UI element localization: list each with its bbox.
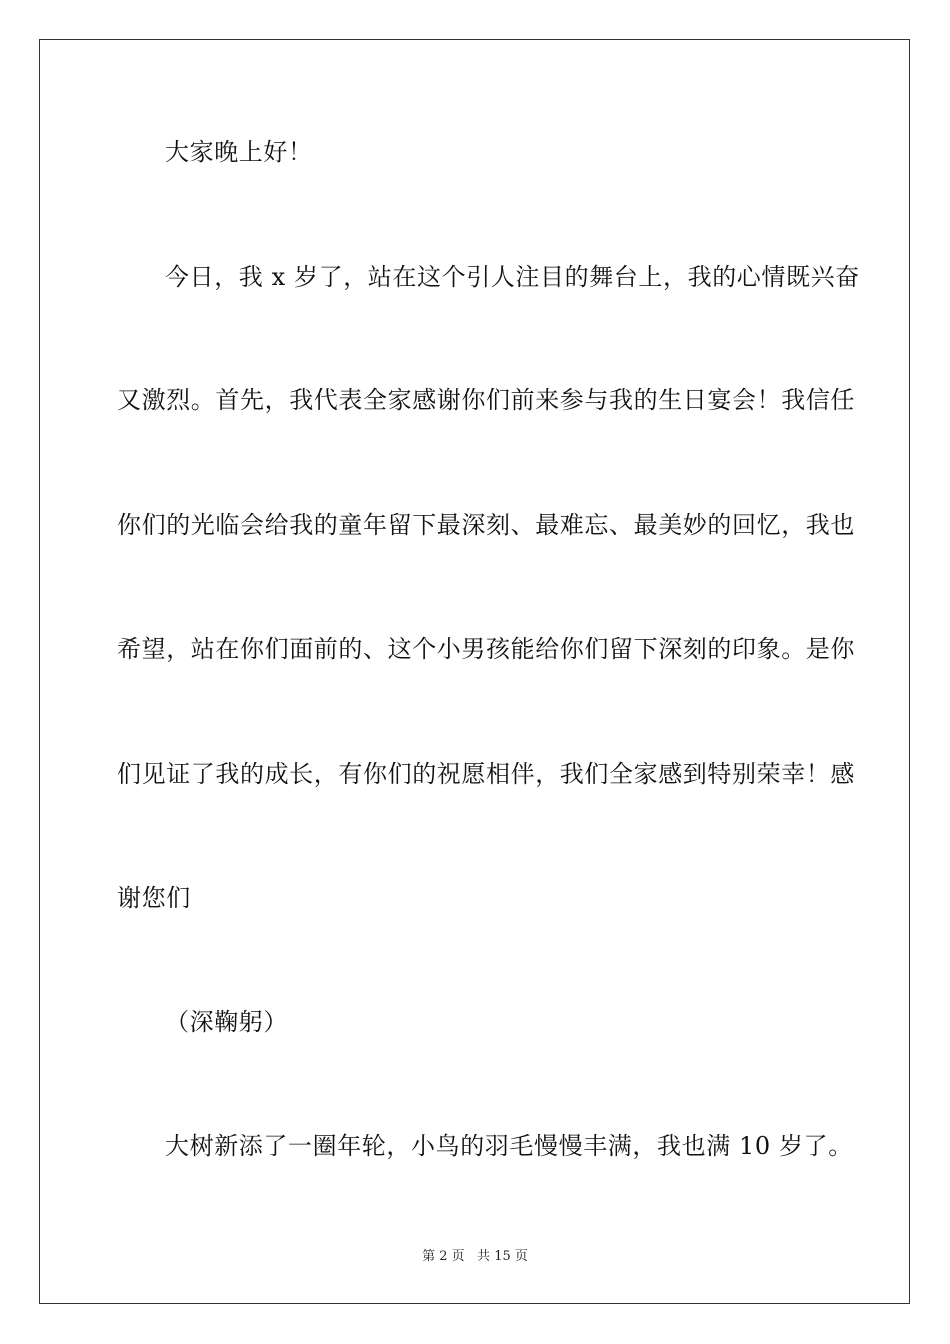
paragraph-line: 谢您们 xyxy=(117,884,191,912)
paragraph-line: 又激烈。首先，我代表全家感谢你们前来参与我的生日宴会！我信任 xyxy=(117,386,855,414)
stage-direction-line: （深鞠躬） xyxy=(165,1008,288,1036)
paragraph-line: 希望，站在你们面前的、这个小男孩能给你们留下深刻的印象。是你 xyxy=(117,635,855,663)
page-border xyxy=(39,39,910,1304)
page-number-footer: 第 2 页 共 15 页 xyxy=(422,1249,528,1264)
paragraph-line: 你们的光临会给我的童年留下最深刻、最难忘、最美妙的回忆，我也 xyxy=(117,511,855,539)
greeting-line: 大家晚上好！ xyxy=(165,138,313,166)
paragraph-line: 大树新添了一圈年轮，小鸟的羽毛慢慢丰满，我也满 10 岁了。 xyxy=(165,1132,853,1160)
paragraph-line: 们见证了我的成长，有你们的祝愿相伴，我们全家感到特别荣幸！感 xyxy=(117,760,855,788)
paragraph-line: 今日，我 x 岁了，站在这个引人注目的舞台上，我的心情既兴奋 xyxy=(165,263,860,291)
